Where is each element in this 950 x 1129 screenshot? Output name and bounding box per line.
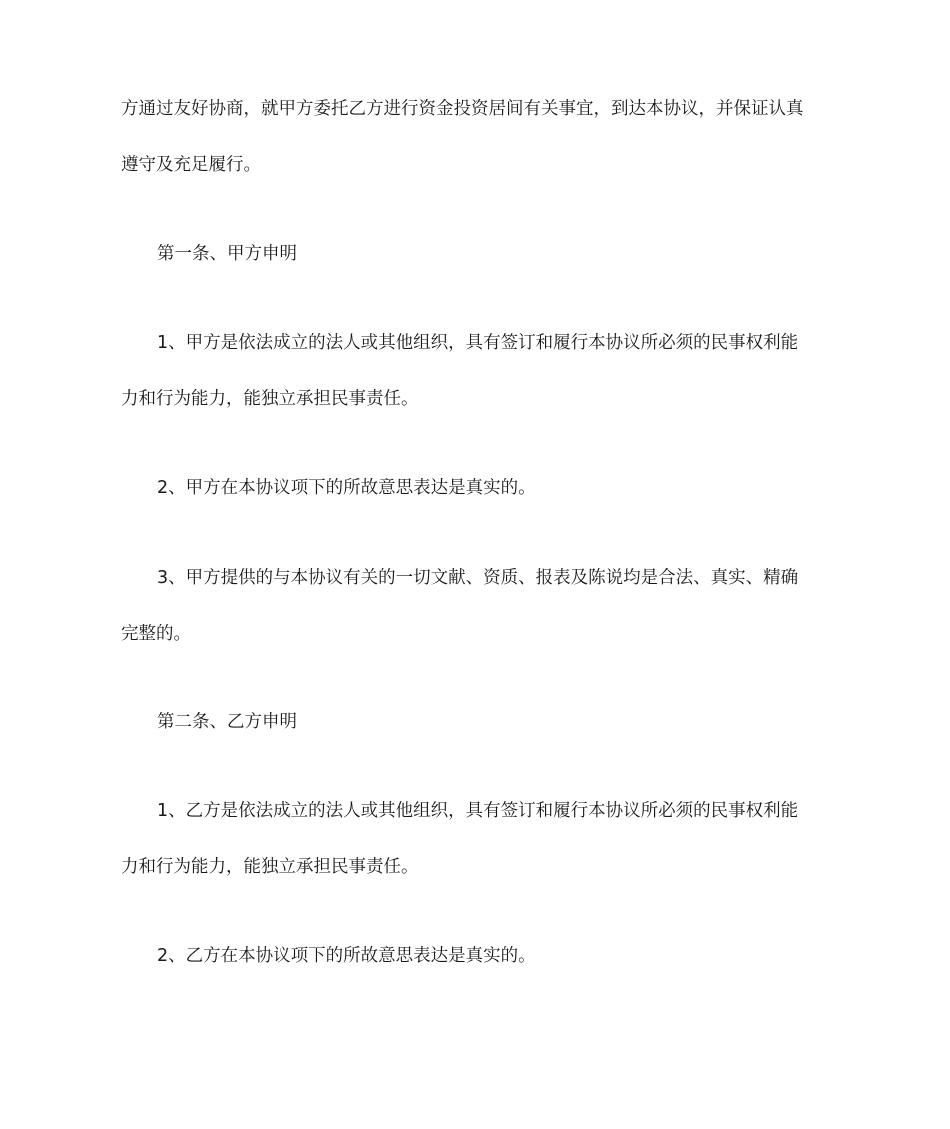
- article-2-item-1: 1、乙方是依法成立的法人或其他组织，具有签订和履行本协议所必须的民事权利能: [157, 801, 799, 821]
- article-2-item-2: 2、乙方在本协议项下的所故意思表达是真实的。: [157, 946, 536, 966]
- article-1-heading: 第一条、甲方申明: [157, 244, 297, 264]
- intro-text-line: 遵守及充足履行。: [121, 155, 261, 175]
- article-1-item-2: 2、甲方在本协议项下的所故意思表达是真实的。: [157, 478, 536, 498]
- article-2-item-1-continuation: 力和行为能力，能独立承担民事责任。: [121, 857, 419, 877]
- article-1-item-3: 3、甲方提供的与本协议有关的一切文献、资质、报表及陈说均是合法、真实、精确: [157, 568, 799, 588]
- intro-text-line: 方通过友好协商，就甲方委托乙方进行资金投资居间有关事宜，到达本协议，并保证认真: [121, 99, 804, 119]
- article-1-item-1: 1、甲方是依法成立的法人或其他组织，具有签订和履行本协议所必须的民事权利能: [157, 333, 799, 353]
- article-1-item-1-continuation: 力和行为能力，能独立承担民事责任。: [121, 389, 419, 409]
- article-1-item-3-continuation: 完整的。: [121, 624, 191, 644]
- article-2-heading: 第二条、乙方申明: [157, 712, 297, 732]
